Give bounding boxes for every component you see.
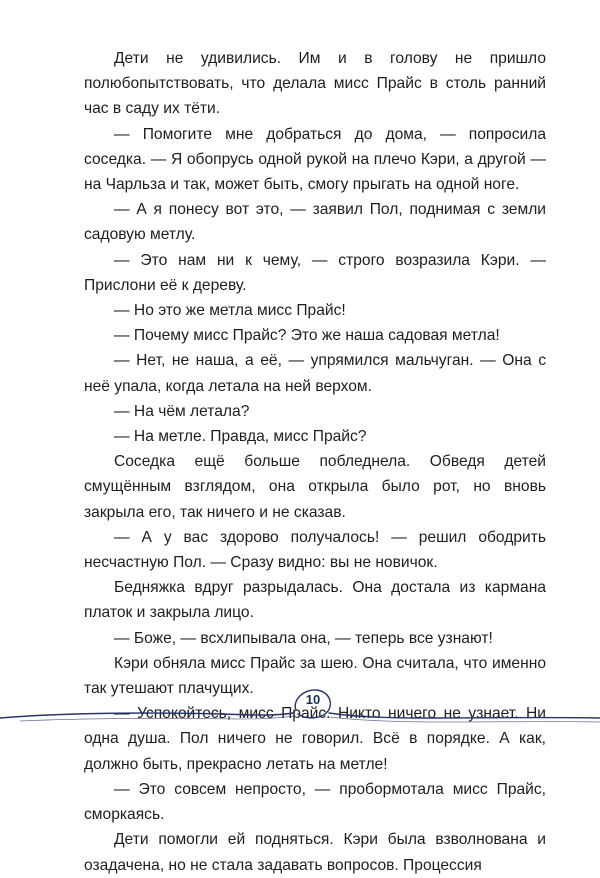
- page-number: 10: [305, 692, 321, 707]
- paragraph: — На чём летала?: [114, 402, 250, 420]
- paragraph: Дети не удивились. Им и в голову не пришло полюбопытствовать, что делала мисс Прайс в столь ранний час в саду их тёти.: [84, 50, 546, 118]
- paragraph: Бедняжка вдруг разрыдалась. Она достала из кармана платок и закрыла лицо.: [84, 579, 546, 622]
- paragraph: — Помогите мне добраться до дома, — попросила соседка. — Я обопрусь одной рукой на плечо Кэри, а другой — на Чарльза и так, может быть, смогу прыгать на одной ноге.: [84, 125, 546, 194]
- paragraph: — Это совсем непросто, — пробормотала мисс Прайс, сморкаясь.: [84, 780, 546, 824]
- paragraph: — На метле. Правда, мисс Прайс?: [114, 428, 367, 446]
- paragraph: — А я понесу вот это, — заявил Пол, поднимая с земли садовую метлу.: [84, 201, 546, 244]
- paragraph: — Почему мисс Прайс? Это же наша садовая метла!: [114, 327, 500, 345]
- ornament-line-right: [329, 713, 600, 718]
- paragraph: Соседка ещё больше побледнела. Обведя детей смущённым взглядом, она открыла было рот, но вновь закрыла его, так ничего и не сказав.: [84, 453, 546, 521]
- paragraph: — Нет, не наша, а её, — упрямился мальчуган. — Она с неё упала, когда летала на ней верхом.: [84, 352, 546, 395]
- paragraph: — Но это же метла мисс Прайс!: [114, 302, 346, 320]
- paragraph: — Это нам ни к чему, — строго возразила Кэри. — Прислони её к дереву.: [84, 251, 546, 294]
- paragraph: — Боже, — всхлипывала она, — теперь все узнают!: [114, 629, 493, 647]
- ornament-line-left-thin: [20, 716, 294, 721]
- paragraph: — Успокойтесь, мисс Прайс. Никто ничего не узнает. Ни одна душа. Пол ничего не говорил. Всё в порядке. А как, должно быть, прекрасно летать на метле!: [84, 705, 546, 773]
- paragraph: Кэри обняла мисс Прайс за шею. Она считала, что именно так утешают плачущих.: [84, 654, 546, 698]
- body-text: [84, 46, 546, 878]
- paragraph: Дети помогли ей подняться. Кэри была взволнована и озадачена, но не стала задавать вопросов. Процессия: [84, 831, 546, 874]
- paragraph: — А у вас здорово получалось! — решил ободрить несчастную Пол. — Сразу видно: вы не новичок.: [84, 528, 546, 572]
- ornament-line-left: [0, 713, 293, 718]
